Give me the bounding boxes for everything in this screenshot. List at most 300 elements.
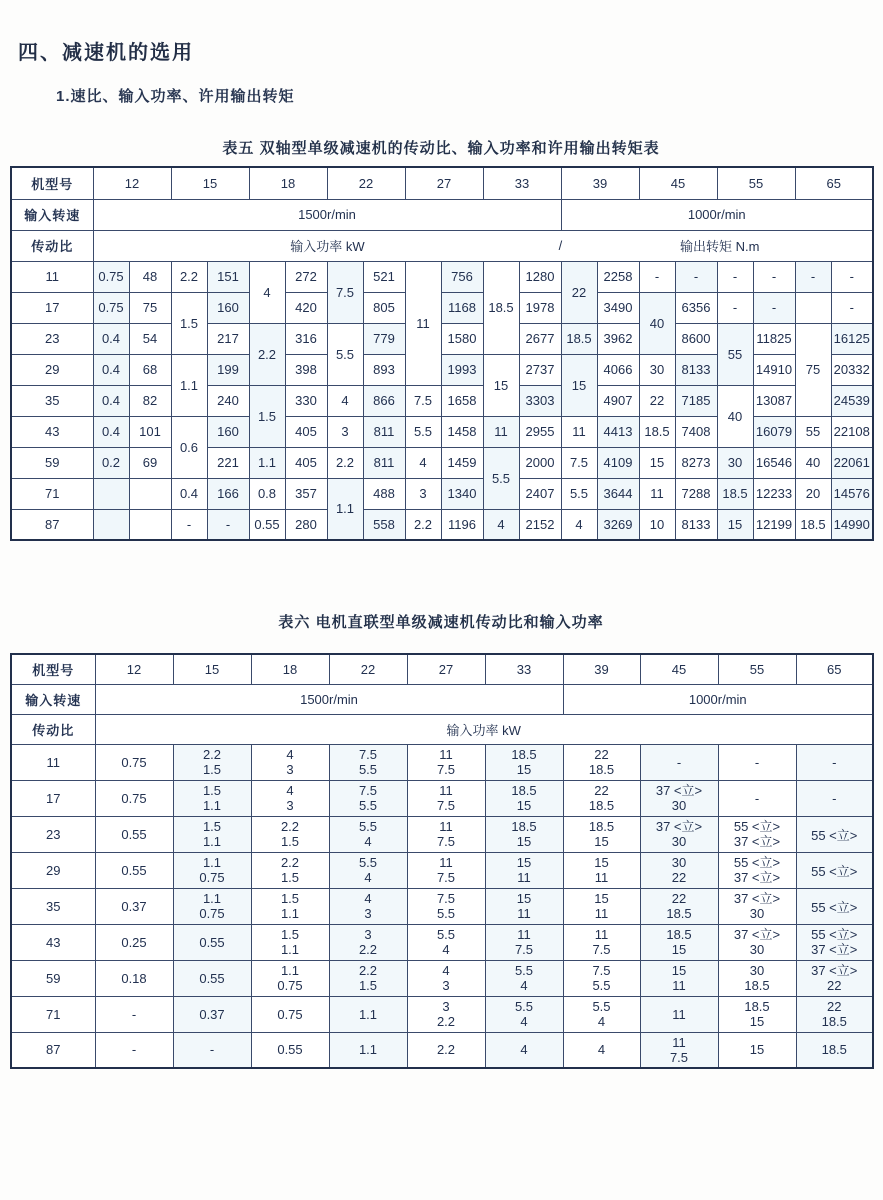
cell-line: 15 <box>516 834 532 849</box>
value-cell: 488 <box>363 478 405 509</box>
value-cell: 0.6 <box>171 416 207 478</box>
value-cell <box>407 780 485 816</box>
input-speed-header: 输入转速 <box>11 684 95 714</box>
value-cell: - <box>796 744 873 780</box>
table6-speed-row <box>11 684 873 714</box>
unit-labels <box>95 236 872 255</box>
cell-line: 5.5 <box>358 819 378 834</box>
cell-line: 4 <box>442 963 450 978</box>
model-header: 39 <box>563 654 640 684</box>
cell-line: 30 <box>749 963 765 978</box>
cell-line: 7.5 <box>358 783 378 798</box>
table5-header <box>11 167 873 261</box>
ratio-cell: 23 <box>11 816 95 852</box>
value-cell: 2677 <box>519 323 561 354</box>
value-cell: 893 <box>363 354 405 385</box>
value-cell <box>329 780 407 816</box>
value-cell <box>329 852 407 888</box>
cell-line: 37 <立> <box>811 942 858 957</box>
value-cell: 2152 <box>519 509 561 540</box>
cell-line: 15 <box>594 855 609 870</box>
value-cell: 166 <box>207 478 249 509</box>
value-cell: 55 <box>717 323 753 385</box>
value-cell <box>329 744 407 780</box>
cell-line: 22 <box>671 870 687 885</box>
cell-line: 0.75 <box>277 978 303 993</box>
cell-line: 5.5 <box>592 999 611 1014</box>
value-cell: 14990 <box>831 509 873 540</box>
value-cell <box>563 852 640 888</box>
ratio-cell: 59 <box>11 960 95 996</box>
value-cell: 12233 <box>753 478 795 509</box>
value-cell <box>563 924 640 960</box>
cell-line: 2.2 <box>436 1014 456 1029</box>
value-cell: 4 <box>405 447 441 478</box>
value-cell: 55 <box>795 416 831 447</box>
table-row <box>11 852 873 888</box>
value-cell: 4 <box>485 1032 563 1068</box>
value-cell <box>563 816 640 852</box>
cell-line: 4 <box>364 870 372 885</box>
cell-line: 5.5 <box>358 798 378 813</box>
value-cell: 199 <box>207 354 249 385</box>
value-cell <box>329 924 407 960</box>
input-speed-header: 输入转速 <box>11 199 93 230</box>
cell-line: 37 <立> <box>733 927 781 942</box>
cell-line: 4 <box>520 1014 528 1029</box>
cell-line: 7.5 <box>436 891 456 906</box>
table-row <box>11 744 873 780</box>
table5-caption: 表五 双轴型单级减速机的传动比、输入功率和许用输出转矩表 <box>222 140 660 157</box>
value-cell <box>485 744 563 780</box>
value-cell: 805 <box>363 292 405 323</box>
value-cell: 0.4 <box>93 385 129 416</box>
value-cell: 811 <box>363 416 405 447</box>
value-cell: - <box>171 509 207 540</box>
table-row <box>11 1032 873 1068</box>
value-cell: 0.55 <box>249 509 285 540</box>
value-cell <box>485 888 563 924</box>
value-cell: 20 <box>795 478 831 509</box>
value-cell: 558 <box>363 509 405 540</box>
value-cell: 811 <box>363 447 405 478</box>
model-header: 27 <box>407 654 485 684</box>
cell-line: 4 <box>442 942 450 957</box>
value-cell: 30 <box>717 447 753 478</box>
value-cell: 1459 <box>441 447 483 478</box>
value-cell: - <box>831 261 873 292</box>
value-cell: 1993 <box>441 354 483 385</box>
value-cell: 0.75 <box>93 261 129 292</box>
table-row <box>11 816 873 852</box>
value-cell: - <box>753 292 795 323</box>
table-row <box>11 960 873 996</box>
value-cell: - <box>753 261 795 292</box>
speed-1500: 1500r/min <box>93 199 561 230</box>
value-cell: 18.5 <box>795 509 831 540</box>
value-cell <box>251 888 329 924</box>
value-cell <box>640 960 718 996</box>
cell-line: 1.5 <box>202 819 222 834</box>
value-cell: 22 <box>639 385 675 416</box>
cell-line: 18.5 <box>588 798 615 813</box>
value-cell <box>407 816 485 852</box>
speed-1000: 1000r/min <box>563 684 873 714</box>
value-cell <box>718 816 796 852</box>
value-cell <box>485 816 563 852</box>
ratio-cell: 71 <box>11 996 95 1032</box>
cell-line: 11 <box>517 927 531 942</box>
value-cell: 405 <box>285 447 327 478</box>
ratio-cell: 59 <box>11 447 93 478</box>
cell-line: 11 <box>439 855 453 870</box>
value-cell: 398 <box>285 354 327 385</box>
model-header: 15 <box>171 167 249 199</box>
table5-body <box>11 261 873 540</box>
model-header: 18 <box>249 167 327 199</box>
value-cell: - <box>173 1032 251 1068</box>
cell-line: 1.1 <box>280 906 300 921</box>
model-header: 45 <box>639 167 717 199</box>
cell-line: 55 <立> <box>733 855 781 870</box>
cell-line: 30 <box>671 855 687 870</box>
value-cell: 5.5 <box>327 323 363 385</box>
cell-line: 15 <box>749 1014 765 1029</box>
ratio-cell: 35 <box>11 888 95 924</box>
value-cell <box>640 1032 718 1068</box>
value-cell: 18.5 <box>561 323 597 354</box>
value-cell: 7408 <box>675 416 717 447</box>
cell-line: 37 <立> <box>655 819 703 834</box>
value-cell: 18.5 <box>717 478 753 509</box>
cell-line: 7.5 <box>592 942 611 957</box>
value-cell: - <box>718 780 796 816</box>
cell-line: 11 <box>594 870 609 885</box>
cell-line: 4 <box>286 747 294 762</box>
value-cell: - <box>207 509 249 540</box>
cell-line: 18.5 <box>744 999 770 1014</box>
table-row <box>11 292 873 323</box>
value-cell: 8133 <box>675 509 717 540</box>
table6-unit-row <box>11 714 873 744</box>
value-cell: 4066 <box>597 354 639 385</box>
value-cell <box>640 852 718 888</box>
cell-line: 1.1 <box>202 798 222 813</box>
value-cell: 8133 <box>675 354 717 385</box>
value-cell: 7.5 <box>561 447 597 478</box>
value-cell: 22108 <box>831 416 873 447</box>
value-cell: - <box>640 744 718 780</box>
value-cell: 11 <box>405 261 441 385</box>
cell-line: 5.5 <box>514 999 534 1014</box>
cell-line: 0.75 <box>199 870 225 885</box>
value-cell: 1.5 <box>171 292 207 354</box>
value-cell: 2.2 <box>405 509 441 540</box>
value-cell <box>485 960 563 996</box>
value-cell: 16079 <box>753 416 795 447</box>
table-row <box>11 478 873 509</box>
value-cell <box>796 924 873 960</box>
value-cell <box>407 744 485 780</box>
value-cell: 3962 <box>597 323 639 354</box>
table-row <box>11 509 873 540</box>
value-cell: 3 <box>405 478 441 509</box>
model-header: 22 <box>327 167 405 199</box>
value-cell: 5.5 <box>405 416 441 447</box>
value-cell: 0.2 <box>93 447 129 478</box>
value-cell: 15 <box>561 354 597 416</box>
value-cell: 521 <box>363 261 405 292</box>
cell-line: 18.5 <box>744 978 770 993</box>
cell-line: 5.5 <box>592 978 611 993</box>
cell-line: 18.5 <box>511 783 537 798</box>
value-cell <box>173 780 251 816</box>
value-cell: 8273 <box>675 447 717 478</box>
value-cell: 0.55 <box>173 960 251 996</box>
value-cell: 11 <box>639 478 675 509</box>
value-cell: 3490 <box>597 292 639 323</box>
value-cell <box>407 888 485 924</box>
table6-caption: 表六 电机直联型单级减速机传动比和输入功率 <box>278 614 604 631</box>
cell-line: 11 <box>517 870 531 885</box>
value-cell: 40 <box>717 385 753 447</box>
value-cell: 15 <box>717 509 753 540</box>
cell-line: 11 <box>672 1034 686 1050</box>
cell-line: 1.1 <box>202 834 222 849</box>
value-cell: 3644 <box>597 478 639 509</box>
value-cell: 4 <box>563 1032 640 1068</box>
value-cell: 405 <box>285 416 327 447</box>
value-cell <box>640 816 718 852</box>
table6-motor-direct-reducer <box>10 653 874 1069</box>
cell-line: 7.5 <box>514 942 534 957</box>
value-cell: 420 <box>285 292 327 323</box>
cell-line: 1.1 <box>202 855 222 870</box>
value-cell: 30 <box>639 354 675 385</box>
value-cell: - <box>717 261 753 292</box>
cell-line: 11 <box>672 978 686 993</box>
value-cell: 4109 <box>597 447 639 478</box>
value-cell: 48 <box>129 261 171 292</box>
value-cell: 2.2 <box>171 261 207 292</box>
value-cell: 55 <立> <box>796 816 873 852</box>
value-cell <box>640 924 718 960</box>
value-cell <box>640 780 718 816</box>
value-cell: 11 <box>640 996 718 1032</box>
value-cell: 1.1 <box>171 354 207 416</box>
speed-1500: 1500r/min <box>95 684 563 714</box>
cell-line: 3 <box>364 906 372 921</box>
ratio-cell: 87 <box>11 509 93 540</box>
cell-line: 15 <box>671 942 687 957</box>
table5-model-row <box>11 167 873 199</box>
ratio-cell: 17 <box>11 780 95 816</box>
value-cell <box>407 996 485 1032</box>
cell-line: 18.5 <box>666 906 692 921</box>
cell-line: 3 <box>364 927 372 942</box>
value-cell: 0.37 <box>95 888 173 924</box>
value-cell: 18.5 <box>639 416 675 447</box>
cell-line: 15 <box>516 891 532 906</box>
value-cell <box>329 960 407 996</box>
cell-line: 18.5 <box>511 747 537 762</box>
ratio-cell: 29 <box>11 354 93 385</box>
value-cell <box>795 292 831 323</box>
model-header: 33 <box>483 167 561 199</box>
value-cell <box>640 888 718 924</box>
cell-line: 4 <box>520 978 528 993</box>
cell-line: 22 <box>827 978 842 993</box>
ratio-cell: 87 <box>11 1032 95 1068</box>
cell-line: 7.5 <box>436 870 456 885</box>
cell-line: 15 <box>594 891 609 906</box>
cell-line: 15 <box>516 798 532 813</box>
value-cell: 0.25 <box>95 924 173 960</box>
value-cell: 0.4 <box>171 478 207 509</box>
value-cell: 0.4 <box>93 416 129 447</box>
value-cell: 24539 <box>831 385 873 416</box>
value-cell: 75 <box>129 292 171 323</box>
value-cell <box>563 744 640 780</box>
value-cell: 357 <box>285 478 327 509</box>
table-row <box>11 780 873 816</box>
cell-line: 7.5 <box>436 762 456 777</box>
cell-line: 1.5 <box>280 870 300 885</box>
table-row <box>11 888 873 924</box>
cell-line: 2.2 <box>358 963 378 978</box>
cell-line: 11 <box>439 747 453 762</box>
value-cell: 1978 <box>519 292 561 323</box>
value-cell: 5.5 <box>483 447 519 509</box>
cell-line: 7.5 <box>592 963 611 978</box>
value-cell <box>485 780 563 816</box>
value-cell: - <box>717 292 753 323</box>
value-cell: 1.1 <box>249 447 285 478</box>
model-header: 55 <box>718 654 796 684</box>
value-cell: - <box>639 261 675 292</box>
value-cell: 18.5 <box>796 1032 873 1068</box>
cell-line: 5.5 <box>358 855 378 870</box>
value-cell: 0.55 <box>251 1032 329 1068</box>
value-cell: 2000 <box>519 447 561 478</box>
cell-line: 22 <box>594 783 609 798</box>
cell-line: 18.5 <box>588 819 615 834</box>
output-torque-label: 输出转矩 N.m <box>679 239 760 254</box>
value-cell: 11 <box>483 416 519 447</box>
value-cell: 40 <box>639 292 675 354</box>
value-cell: 3 <box>327 416 363 447</box>
model-header: 12 <box>93 167 171 199</box>
cell-line: 1.5 <box>358 978 378 993</box>
cell-line: 37 <立> <box>733 870 781 885</box>
value-cell: 5.5 <box>561 478 597 509</box>
value-cell: 6356 <box>675 292 717 323</box>
value-cell: 11825 <box>753 323 795 354</box>
cell-line: 18.5 <box>821 1014 847 1029</box>
value-cell: 160 <box>207 292 249 323</box>
value-cell: 101 <box>129 416 171 447</box>
cell-line: 5.5 <box>358 762 378 777</box>
value-cell <box>329 816 407 852</box>
value-cell <box>718 924 796 960</box>
value-cell: 217 <box>207 323 249 354</box>
value-cell <box>251 924 329 960</box>
value-cell: 221 <box>207 447 249 478</box>
table-row <box>11 323 873 354</box>
value-cell: 316 <box>285 323 327 354</box>
value-cell: 16546 <box>753 447 795 478</box>
value-cell: 2.2 <box>327 447 363 478</box>
value-cell: 240 <box>207 385 249 416</box>
cell-line: 1.5 <box>280 927 300 942</box>
value-cell: 7288 <box>675 478 717 509</box>
ratio-cell: 35 <box>11 385 93 416</box>
cell-line: 11 <box>439 783 453 798</box>
value-cell <box>129 509 171 540</box>
value-cell: 11 <box>561 416 597 447</box>
value-cell <box>251 744 329 780</box>
value-cell: 2258 <box>597 261 639 292</box>
value-cell: 866 <box>363 385 405 416</box>
value-cell: 0.55 <box>95 816 173 852</box>
table-row <box>11 261 873 292</box>
value-cell <box>563 780 640 816</box>
model-header: 65 <box>796 654 873 684</box>
cell-line: 5.5 <box>514 963 534 978</box>
value-cell: 7.5 <box>327 261 363 323</box>
value-cell: 10 <box>639 509 675 540</box>
value-cell <box>485 924 563 960</box>
value-cell: 40 <box>795 447 831 478</box>
cell-line: 4 <box>597 1014 606 1029</box>
value-cell: 756 <box>441 261 483 292</box>
cell-line: 5.5 <box>436 906 456 921</box>
model-header: 45 <box>640 654 718 684</box>
value-cell <box>796 960 873 996</box>
value-cell: - <box>95 996 173 1032</box>
cell-line: 2.2 <box>280 819 300 834</box>
input-power-label: 输入功率 kW <box>290 239 365 254</box>
value-cell: - <box>95 1032 173 1068</box>
value-cell: 15 <box>483 354 519 416</box>
value-cell <box>93 509 129 540</box>
value-cell <box>563 996 640 1032</box>
section-subtitle: 1.速比、输入功率、许用输出转矩 <box>56 88 295 105</box>
cell-line: 7.5 <box>436 798 456 813</box>
table-row <box>11 924 873 960</box>
value-cell <box>93 478 129 509</box>
table6-header <box>11 654 873 744</box>
value-cell <box>796 996 873 1032</box>
model-header: 22 <box>329 654 407 684</box>
value-cell: 13087 <box>753 385 795 416</box>
cell-line: 3 <box>286 762 294 777</box>
value-cell: 69 <box>129 447 171 478</box>
cell-line: 18.5 <box>666 927 692 942</box>
cell-line: 30 <box>671 798 687 813</box>
cell-line: 1.5 <box>280 834 300 849</box>
cell-line: 2.2 <box>358 942 378 957</box>
value-cell <box>251 852 329 888</box>
value-cell: 4413 <box>597 416 639 447</box>
value-cell <box>485 852 563 888</box>
value-cell: 1280 <box>519 261 561 292</box>
value-cell: 280 <box>285 509 327 540</box>
value-cell: 2.2 <box>249 323 285 385</box>
model-header: 12 <box>95 654 173 684</box>
value-cell: 0.8 <box>249 478 285 509</box>
value-cell: 55 <立> <box>796 852 873 888</box>
